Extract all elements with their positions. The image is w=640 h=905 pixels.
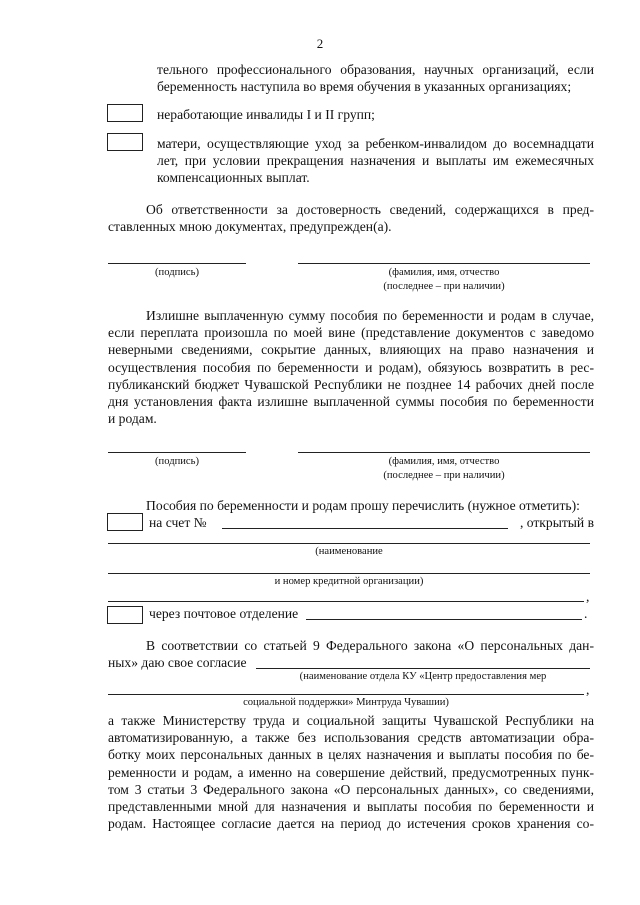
- post-office-label: через почтовое отделение: [149, 606, 299, 621]
- full-name-line-1[interactable]: [298, 263, 590, 264]
- department-field[interactable]: [256, 668, 590, 669]
- signature-caption-1: (подпись): [155, 267, 199, 278]
- bank-name-caption: (наименование: [315, 546, 383, 557]
- text-line: представленными мной для назначения и выплаты пособия по беременности и: [108, 799, 594, 815]
- consent-line-2: ных» даю свое согласие: [108, 655, 247, 670]
- signature-line-2[interactable]: [108, 452, 246, 453]
- department-caption-2: социальной поддержки» Минтруда Чувашии): [243, 697, 449, 708]
- full-name-caption-1b: (последнее – при наличии): [383, 281, 505, 292]
- text-line: а также Министерству труда и социальной защиты Чувашской Республики на: [108, 713, 594, 728]
- signature-caption-2: (подпись): [155, 456, 199, 467]
- text-line: ботку моих персональных данных в целях назначения и выплаты пособия по бе-: [108, 747, 594, 763]
- mothers-option-label: [157, 135, 594, 187]
- text-line: ременности и родам, а именно на совершение действий, предусмотренных пунк-: [108, 764, 594, 780]
- text-line: матери, осуществляющие уход за ребенком-инвалидом до восемнадцати: [157, 136, 594, 151]
- bank-extra-field[interactable]: [108, 601, 584, 602]
- text-line: дня установления факта излишне выплаченной суммы пособия по беременности: [108, 394, 594, 410]
- bank-number-field[interactable]: [108, 573, 590, 574]
- text-line: автоматизированную, а также без использования средств автоматизации обра-: [108, 730, 594, 746]
- signature-line-1[interactable]: [108, 263, 246, 264]
- text-line: родам. Настоящее согласие дается на период до истечения сроков хранения со-: [108, 816, 594, 832]
- full-name-line-2[interactable]: [298, 452, 590, 453]
- text-line: публиканский бюджет Чувашской Республики не позднее 14 рабочих дней после: [108, 376, 594, 392]
- department-extra-field[interactable]: [108, 694, 584, 695]
- text-line: тельного профессионального образования, научных организаций, если: [157, 62, 594, 77]
- account-number-field[interactable]: [222, 528, 508, 529]
- overpayment-paragraph: [108, 307, 594, 427]
- text-line: Об ответственности за достоверность сведений, содержащихся в пред-: [146, 202, 594, 217]
- text-line: если переплата произошла по моей вине (представление документов с заведомо: [108, 325, 594, 341]
- page-number: 2: [316, 36, 324, 51]
- text-line: лет, при условии прекращения назначения и выплаты им ежемесячных: [157, 153, 594, 169]
- post-office-period: .: [584, 606, 588, 621]
- responsibility-paragraph: [108, 201, 594, 235]
- department-caption: (наименование отдела КУ «Центр предоставления мер: [299, 671, 547, 682]
- account-opened-in-label: , открытый в: [519, 515, 594, 530]
- bank-comma: ,: [586, 589, 590, 604]
- account-option-checkbox[interactable]: [107, 513, 143, 531]
- text-line: неверными сведениями, сокрытие данных, влияющих на право назначения и: [108, 342, 594, 358]
- post-option-checkbox[interactable]: [107, 606, 143, 624]
- text-line: осуществления пособия по беременности и родам), обязуюсь возвратить в рес-: [108, 359, 594, 375]
- text-line: ставленных мною документах, предупрежден(а).: [108, 219, 392, 235]
- full-name-caption-2: (фамилия, имя, отчество: [388, 456, 500, 467]
- bank-number-caption: и номер кредитной организации): [274, 576, 424, 587]
- post-office-field[interactable]: [306, 619, 582, 620]
- account-label: на счет №: [149, 515, 207, 530]
- consent-intro: [108, 637, 594, 654]
- full-name-caption-2b: (последнее – при наличии): [383, 470, 505, 481]
- bank-name-field[interactable]: [108, 543, 590, 544]
- text-line: Излишне выплаченную сумму пособия по беременности и родам в случае,: [146, 308, 594, 323]
- text-line: компенсационных выплат.: [157, 170, 310, 186]
- education-text-block: [157, 61, 594, 95]
- text-line: В соответствии со статьей 9 Федерального закона «О персональных дан-: [146, 638, 594, 653]
- text-line: беременность наступила во время обучения в указанных организациях;: [157, 79, 572, 95]
- full-name-caption-1: (фамилия, имя, отчество: [388, 267, 500, 278]
- consent-paragraph: [108, 712, 594, 832]
- payment-intro: Пособия по беременности и родам прошу перечислить (нужное отметить):: [146, 498, 580, 513]
- text-line: том 3 статьи 3 Федерального закона «О персональных данных», со сведениями,: [108, 781, 594, 797]
- disabled-option-checkbox[interactable]: [107, 104, 143, 122]
- mothers-option-checkbox[interactable]: [107, 133, 143, 151]
- department-comma: ,: [586, 682, 590, 697]
- text-line: и родам.: [108, 411, 157, 427]
- disabled-option-label: неработающие инвалиды I и II групп;: [157, 107, 375, 122]
